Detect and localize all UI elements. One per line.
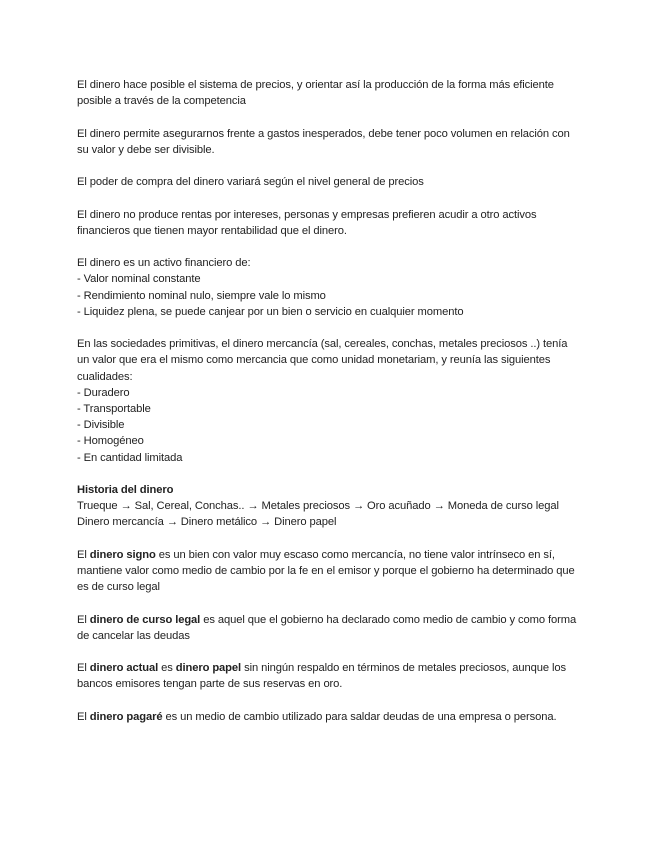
paragraph-dinero-actual	[77, 660, 577, 692]
paragraph-curso-legal	[77, 612, 577, 644]
mercancia-intro: En las sociedades primitivas, el dinero mercancía (sal, cereales, conchas, metales preciosos ..) tenía un valor que era el mismo como mercancia que como unidad monetariam, y reunía las siguientes cualidades:	[77, 338, 568, 383]
paragraph-rentas: El dinero no produce rentas por intereses, personas y empresas prefieren acudir a otro activos financieros que tienen mayor rentabilidad que el dinero.	[77, 208, 537, 237]
document-page	[77, 77, 577, 725]
paragraph-poder-compra: El poder de compra del dinero variará según el nivel general de precios	[77, 176, 424, 189]
term-dinero-actual: dinero actual	[89, 662, 159, 675]
term-dinero-pagare: dinero pagaré	[89, 710, 163, 723]
section-dinero-mercancia	[77, 336, 577, 466]
historia-line-1: Trueque → Sal, Cereal, Conchas.. → Metales preciosos → Oro acuñado → Moneda de curso legal	[77, 500, 559, 513]
activo-intro: El dinero es un activo financiero de:	[77, 257, 251, 270]
paragraph-precios: El dinero hace posible el sistema de precios, y orientar así la producción de la forma más eficiente posible a través de la competencia	[77, 79, 554, 108]
historia-line-2: Dinero mercancía → Dinero metálico → Dinero papel	[77, 516, 337, 529]
term-dinero-papel: dinero papel	[175, 662, 242, 675]
list-item: - Duradero	[77, 386, 130, 399]
list-item: - Rendimiento nominal nulo, siempre vale lo mismo	[77, 289, 326, 302]
actual-mid: es	[158, 662, 176, 675]
actual-post: sin ningún respaldo en términos de metales preciosos, aunque los bancos emisores tengan parte de sus reservas en oro.	[77, 662, 567, 691]
historia-heading: Historia del dinero	[77, 483, 174, 496]
paragraph-dinero-signo	[77, 547, 577, 596]
list-item: - Transportable	[77, 402, 151, 415]
term-dinero-signo: dinero signo	[89, 548, 156, 561]
list-item: - Liquidez plena, se puede canjear por un bien o servicio en cualquier momento	[77, 305, 464, 318]
list-item: - Valor nominal constante	[77, 273, 201, 286]
pagare-post: es un medio de cambio utilizado para saldar deudas de una empresa o persona.	[162, 710, 557, 723]
list-item: - Homogéneo	[77, 435, 144, 448]
actual-pre: El	[77, 662, 90, 675]
list-item: - Divisible	[77, 419, 125, 432]
signo-pre: El	[77, 548, 90, 561]
signo-post: es un bien con valor muy escaso como mercancía, no tiene valor intrínseco en sí, mantiene valor como medio de cambio por la fe en el emisor y porque el gobierno ha determinado que es de curso legal	[77, 548, 575, 594]
section-activo-financiero	[77, 255, 577, 320]
curso-legal-pre: El	[77, 613, 90, 626]
curso-legal-post: es aquel que el gobierno ha declarado como medio de cambio y como forma de cancelar las deudas	[77, 613, 577, 642]
pagare-pre: El	[77, 710, 90, 723]
paragraph-gastos: El dinero permite asegurarnos frente a gastos inesperados, debe tener poco volumen en relación con su valor y debe ser divisible.	[77, 127, 570, 156]
term-curso-legal: dinero de curso legal	[89, 613, 201, 626]
section-historia	[77, 482, 577, 531]
list-item: - En cantidad limitada	[77, 451, 183, 464]
paragraph-dinero-pagare	[77, 709, 577, 725]
